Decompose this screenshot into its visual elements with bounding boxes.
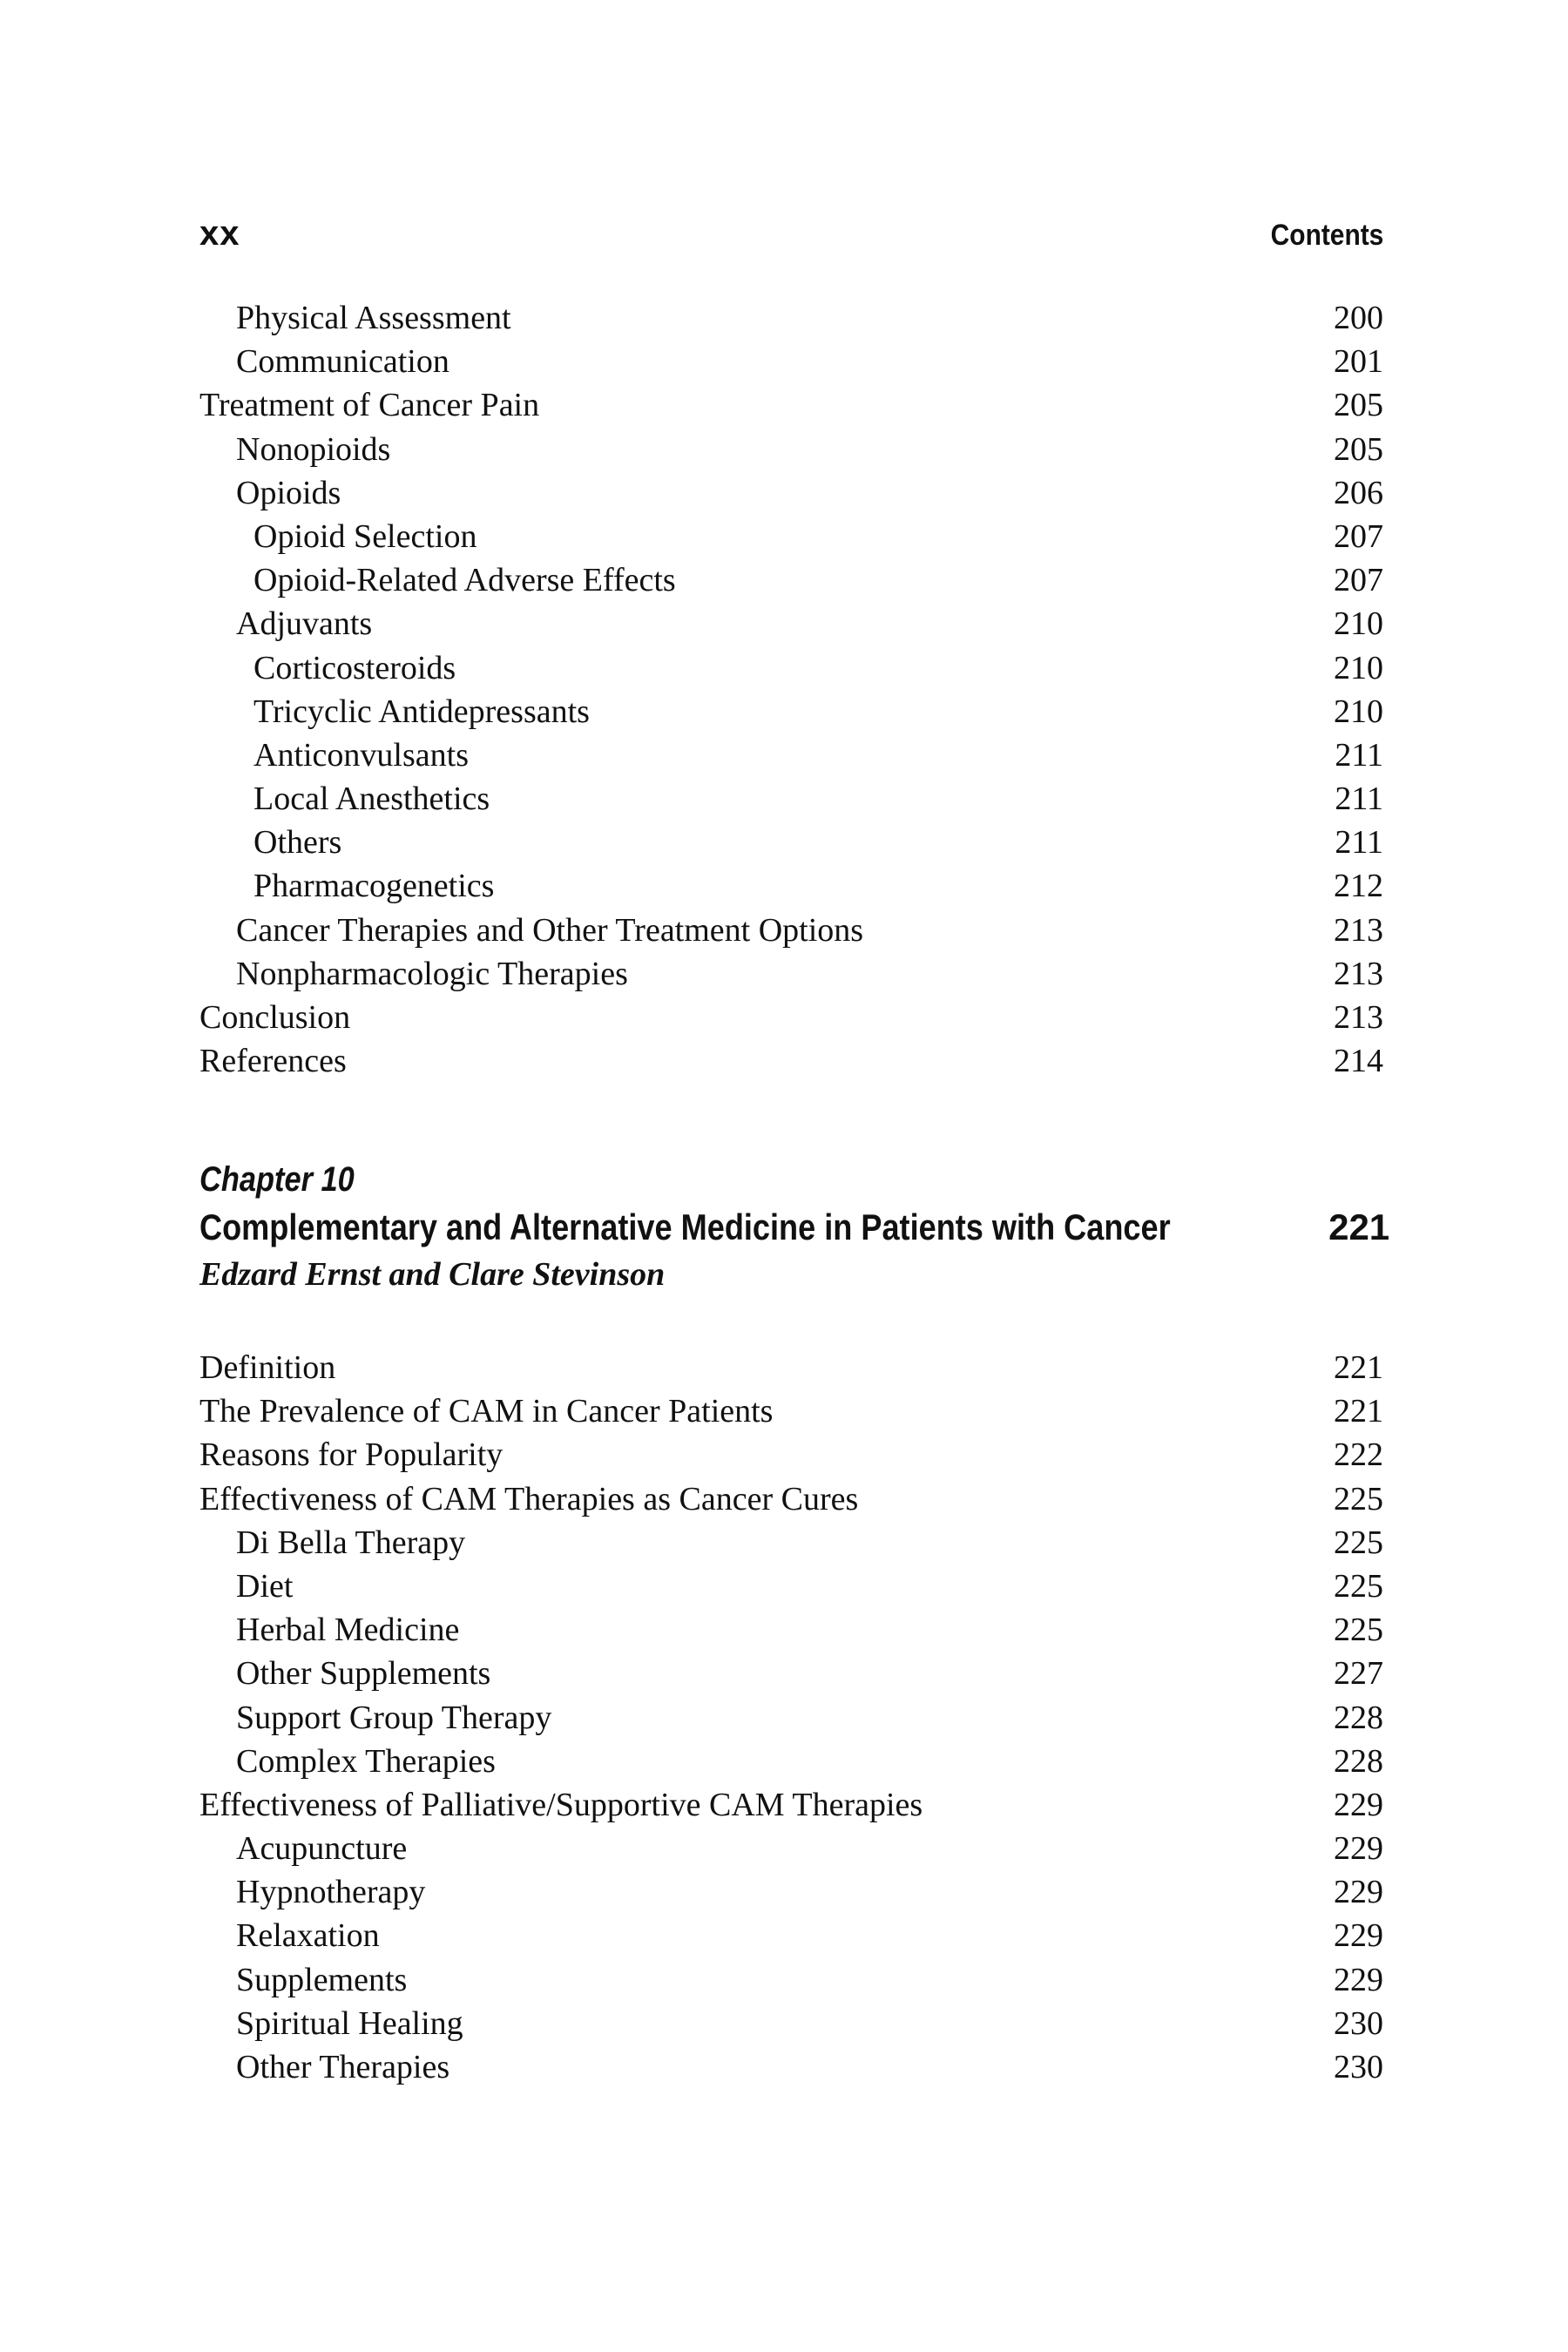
toc-entry-title: References [199, 1043, 347, 1080]
toc-entry-title: Cancer Therapies and Other Treatment Options [236, 911, 864, 949]
chapter-page-number: 221 [1328, 1206, 1390, 1247]
toc-entry [199, 340, 1383, 383]
toc-entry-page: 210 [1334, 649, 1383, 686]
toc-entry [199, 1433, 1383, 1477]
toc-entry-title: Effectiveness of CAM Therapies as Cancer Cures [199, 1480, 859, 1517]
toc-entry [199, 864, 1383, 908]
toc-entry-page: 228 [1334, 1742, 1383, 1780]
toc-entry-page: 212 [1334, 868, 1383, 905]
toc-entry-page: 225 [1334, 1567, 1383, 1605]
toc-entry [199, 1914, 1383, 1957]
toc-entry-page: 229 [1334, 1786, 1383, 1823]
toc-entry-title: Conclusion [199, 999, 351, 1036]
toc-entry-page: 200 [1334, 300, 1383, 336]
toc-entry [199, 471, 1383, 515]
toc-entry-page: 230 [1334, 2049, 1383, 2085]
toc-entry-title: Opioids [236, 474, 341, 511]
chapter-authors: Edzard Ernst and Clare Stevinson [199, 1256, 666, 1293]
toc-entry-title: Anticonvulsants [253, 736, 469, 774]
toc-entry-page: 225 [1334, 1480, 1383, 1517]
toc-entry-page: 211 [1335, 824, 1383, 862]
toc-entry-page: 210 [1334, 605, 1383, 643]
toc-entry-page: 229 [1334, 1874, 1383, 1911]
toc-entry-page: 206 [1334, 474, 1383, 511]
toc-entry [199, 558, 1383, 602]
chapter-title-row [199, 1202, 1390, 1253]
toc-entry [199, 1870, 1383, 1914]
toc-entry-page: 229 [1334, 1961, 1383, 1998]
toc-entry [199, 383, 1383, 427]
toc-entry-page: 222 [1334, 1436, 1383, 1474]
toc-entry-title: Corticosteroids [253, 649, 456, 686]
toc-entry-title: Support Group Therapy [236, 1699, 552, 1736]
toc-entry-title: Communication [236, 343, 449, 381]
toc-entry [199, 733, 1383, 777]
toc-entry-title: Opioid Selection [253, 517, 477, 555]
toc-entry [199, 646, 1383, 690]
toc-entry-title: Supplements [236, 1961, 408, 1998]
toc-entry [199, 2045, 1383, 2089]
toc-entry-title: Other Therapies [236, 2049, 450, 2085]
toc-entry-title: Relaxation [236, 1917, 380, 1955]
toc-entry-title: Other Supplements [236, 1655, 491, 1693]
toc-entry [199, 1039, 1383, 1083]
toc-entry [199, 1958, 1383, 2002]
toc-entry-page: 205 [1334, 430, 1383, 468]
toc-entry [199, 1477, 1383, 1521]
toc-entry [199, 1740, 1383, 1783]
toc-entry [199, 1652, 1383, 1695]
toc-entry-title: Pharmacogenetics [253, 868, 495, 905]
toc-entry-title: Complex Therapies [236, 1742, 496, 1780]
toc-entry-title: Diet [236, 1567, 294, 1605]
toc-entry [199, 952, 1383, 996]
toc-entry [199, 1389, 1383, 1433]
toc-entry [199, 515, 1383, 558]
toc-entry [199, 2002, 1383, 2045]
page-header [199, 214, 1383, 253]
toc-entry-page: 210 [1334, 693, 1383, 730]
toc-entry-title: Hypnotherapy [236, 1874, 426, 1911]
toc-entry-title: Adjuvants [236, 605, 373, 643]
toc-entry [199, 602, 1383, 645]
toc-entry-title: Physical Assessment [236, 300, 511, 336]
toc-entry-page: 207 [1334, 517, 1383, 555]
chapter-heading [199, 1157, 1390, 1296]
toc-entry-title: Nonopioids [236, 430, 391, 468]
toc-entry-page: 225 [1334, 1612, 1383, 1649]
toc-entry-page: 214 [1334, 1043, 1383, 1080]
toc-entry [199, 996, 1383, 1039]
toc-entry-title: Herbal Medicine [236, 1612, 460, 1649]
toc-entry [199, 1608, 1383, 1652]
toc-entry [199, 1565, 1383, 1608]
toc-entry-title: Definition [199, 1349, 336, 1386]
toc-entry [199, 1827, 1383, 1870]
running-title: Contents [1270, 219, 1383, 252]
page-folio: xx [199, 214, 240, 253]
toc-section-chapter-10 [199, 1346, 1383, 2089]
toc-entry-page: 221 [1334, 1349, 1383, 1386]
toc-entry-page: 221 [1334, 1393, 1383, 1430]
toc-section-chapter-9 [199, 296, 1383, 1083]
toc-entry-page: 228 [1334, 1699, 1383, 1736]
toc-entry-page: 207 [1334, 562, 1383, 599]
toc-entry [199, 296, 1383, 340]
toc-entry-title: Opioid-Related Adverse Effects [253, 562, 676, 599]
toc-entry-title: Reasons for Popularity [199, 1436, 504, 1474]
toc-entry-page: 229 [1334, 1830, 1383, 1868]
toc-entry [199, 777, 1383, 821]
toc-entry [199, 428, 1383, 471]
chapter-title: Complementary and Alternative Medicine in Patients with Cancer [199, 1206, 1171, 1247]
toc-entry-title: Effectiveness of Palliative/Supportive CAM Therapies [199, 1786, 923, 1823]
toc-entry [199, 1346, 1383, 1389]
toc-entry-title: Di Bella Therapy [236, 1524, 466, 1561]
toc-entry [199, 821, 1383, 864]
chapter-number: Chapter 10 [199, 1160, 355, 1199]
toc-entry-title: Treatment of Cancer Pain [199, 387, 540, 424]
toc-entry-page: 213 [1334, 999, 1383, 1036]
toc-entry-page: 225 [1334, 1524, 1383, 1561]
toc-entry [199, 1696, 1383, 1740]
toc-entry-page: 201 [1334, 343, 1383, 381]
toc-entry-title: Acupuncture [236, 1830, 408, 1868]
toc-entry-page: 213 [1334, 911, 1383, 949]
toc-entry-title: Nonpharmacologic Therapies [236, 955, 628, 992]
toc-entry-title: The Prevalence of CAM in Cancer Patients [199, 1393, 774, 1430]
toc-entry-page: 213 [1334, 955, 1383, 992]
toc-entry-page: 229 [1334, 1917, 1383, 1955]
toc-entry [199, 1783, 1383, 1827]
toc-entry-title: Others [253, 824, 342, 862]
toc-entry-page: 205 [1334, 387, 1383, 424]
toc-entry-page: 227 [1334, 1655, 1383, 1693]
toc-entry-title: Spiritual Healing [236, 2004, 463, 2042]
toc-entry-title: Tricyclic Antidepressants [253, 693, 590, 730]
toc-entry [199, 1521, 1383, 1565]
toc-entry-page: 230 [1334, 2004, 1383, 2042]
toc-entry-title: Local Anesthetics [253, 781, 490, 818]
toc-entry-page: 211 [1335, 736, 1383, 774]
toc-entry [199, 690, 1383, 733]
toc-entry [199, 909, 1383, 952]
toc-entry-page: 211 [1335, 781, 1383, 818]
